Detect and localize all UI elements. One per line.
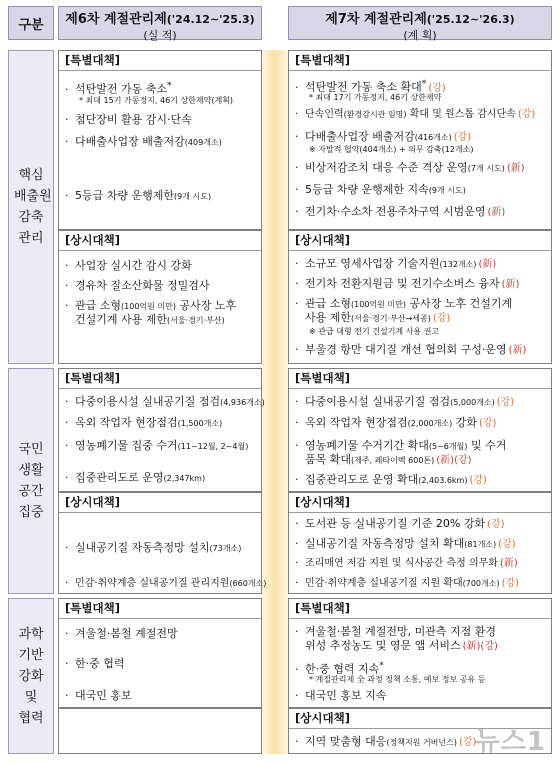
list-item: · 한·중 협력 xyxy=(65,657,125,670)
section-title: [상시대책] xyxy=(289,493,551,513)
row-label-science: 과학 기반 강화 및 협력 xyxy=(8,598,54,754)
header-right xyxy=(288,6,552,40)
left-r2-special xyxy=(58,368,265,492)
list-item: · 관급 소형(100억원 미만) 공사장 노후 건설기계 xyxy=(295,297,513,310)
section-title: [상시대책] xyxy=(289,231,551,251)
right-r1-special xyxy=(288,50,552,230)
list-item: · 석탄발전 가동 축소 확대* (강) xyxy=(295,78,446,94)
list-item: · 집중관리도로 운영 확대(2,403.6km) (강) xyxy=(295,473,487,486)
list-item: · 다중이용시설 실내공기질 점검(4,936개소) xyxy=(65,395,265,408)
row-label-core: 핵심 배출원 감축 관리 xyxy=(8,50,54,364)
list-item: · 집중관리도로 운영(2,347km) xyxy=(65,471,206,484)
left-r2-regular xyxy=(58,492,267,594)
list-item: · 사업장 실시간 감시 강화 xyxy=(65,259,192,272)
section-title: [상시대책] xyxy=(59,231,261,251)
right-r2-regular xyxy=(288,492,552,594)
left-r3-special xyxy=(58,598,262,708)
list-note: * 최대 15기 가동정지, 46기 상한제약(계획) xyxy=(79,96,234,105)
list-item: · 겨울철·봄철 계절전망 xyxy=(65,627,178,640)
list-item: · 조리매연 저감 지원 및 식사공간 측정 의무화 (新) xyxy=(295,558,518,569)
list-item-cont: 사용 제한(서울·경기·부산→세종) (강) xyxy=(305,311,451,324)
right-r3-special xyxy=(288,598,552,708)
list-item: · 다중이용시설 실내공기질 점검(5,000개소) (강) xyxy=(295,395,515,408)
right-title: 제7차 계절관리제('25.12~'26.3) xyxy=(325,12,515,27)
arrow-divider xyxy=(262,50,288,754)
list-item: · 5등급 차량 운행제한(9개 시도) xyxy=(65,189,212,202)
list-item: · 영농폐기물 수거기간 확대(5~6개월) 및 수거 xyxy=(295,439,507,452)
section-title: [상시대책] xyxy=(289,709,551,729)
section-title: [특별대책] xyxy=(289,599,551,619)
list-item: · 겨울철·봄철 계절전망, 미관측 지점 환경 xyxy=(295,625,496,638)
list-item: · 대국민 홍보 xyxy=(65,689,132,702)
list-item: · 지역 맞춤형 대응(정책지원 거버넌스) (강) xyxy=(295,735,477,748)
list-item: · 실내공기질 자동측정망 설치(73개소) xyxy=(65,541,242,554)
list-note: * 최대 17기 가동정지, 46기 상한제약 xyxy=(309,93,442,102)
watermark: 뉴스1 xyxy=(474,727,546,757)
section-title: [특별대책] xyxy=(59,369,261,389)
list-note: * 계절관리제 全 과정 정책 소통, 예보 정보 공유 등 xyxy=(309,675,486,684)
left-r3-empty xyxy=(58,708,262,754)
list-item: · 첨단장비 활용 감시·단속 xyxy=(65,113,192,126)
list-item: · 옥외 작업자 현장점검(2,000개소) 강화 (강) xyxy=(295,416,497,429)
list-note: ※ 관급 대형 전기 건설기계 사용 권고 xyxy=(309,327,440,336)
list-item: · 옥외 작업자 현장점검(1,500개소) xyxy=(65,416,223,429)
left-r1-regular xyxy=(58,230,262,364)
list-item: · 다배출사업장 배출저감(409개소) xyxy=(65,135,222,148)
header-gubun xyxy=(8,6,54,40)
list-item: · 석탄발전 가동 축소* xyxy=(65,80,172,96)
section-title: [상시대책] xyxy=(59,493,261,513)
section-title: [특별대책] xyxy=(289,51,551,71)
header-left xyxy=(58,6,262,40)
list-item: · 실내공기질 자동측정망 설치 확대(81개소) (강) xyxy=(295,537,516,550)
list-item: · 단속인력(환경감시관 임명) 확대 및 원스톱 감시단속 (강) xyxy=(295,109,536,120)
right-r1-regular xyxy=(288,230,552,364)
list-item: · 다배출사업장 배출저감(416개소) (강) xyxy=(295,130,472,143)
list-item: · 대국민 홍보 지속 xyxy=(295,689,387,702)
left-title: 제6차 계절관리제('24.12~'25.3) xyxy=(65,12,255,27)
section-title: [특별대책] xyxy=(289,369,551,389)
list-item: · 비상저감조치 대응 수준 격상 운영(7개 시도) (新) xyxy=(295,161,525,174)
list-item: · 민감·취약계층 실내공기질 지원 확대(700개소) (강) xyxy=(295,578,520,589)
list-item: · 민감·취약계층 실내공기질 관리지원(660개소) xyxy=(65,578,267,589)
list-item: · 경유차 질소산화물 정밀검사 xyxy=(65,279,210,292)
list-item: · 소규모 영세사업장 기술지원(132개소) (新) xyxy=(295,257,497,270)
list-item: · 도서관 등 실내공기질 기준 20% 강화 (강) xyxy=(295,517,505,530)
list-item-cont: 위성 추정농도 및 영문 앱 서비스 (新)(강) xyxy=(305,639,498,652)
list-item-cont: 건설기계 사용 제한(서울·경기·부산) xyxy=(75,313,225,326)
list-item: · 한·중 협력 지속* xyxy=(295,660,384,676)
right-r2-special xyxy=(288,368,552,492)
left-r1-special xyxy=(58,50,262,230)
list-note: ※ 자발적 협약(404개소) + 의무 감축(12개소) xyxy=(309,145,474,154)
left-subtitle: (실 적) xyxy=(143,29,177,42)
list-item: · 5등급 차량 운행제한 지속(9개 시도) xyxy=(295,183,466,196)
list-item-cont: 품목 확대(제주, 페타이벡 600톤) (新)(강) xyxy=(305,453,472,466)
right-subtitle: (계 획) xyxy=(403,29,437,42)
list-item: · 관급 소형(100억원 미만) 공사장 노후 xyxy=(65,299,237,312)
list-item: · 영농폐기물 집중 수거(11~12월, 2~4월) xyxy=(65,439,249,452)
section-title: [특별대책] xyxy=(59,599,261,619)
row-label-living: 국민 생활 공간 집중 xyxy=(8,368,54,594)
list-item: · 전기차·수소차 전용주차구역 시범운영 (新) xyxy=(295,205,506,218)
list-item: · 부울경 항만 대기질 개선 협의회 구성·운영 (新) xyxy=(295,343,527,356)
gubun-label: 구분 xyxy=(18,17,44,33)
section-title: [특별대책] xyxy=(59,51,261,71)
list-item: · 전기차 전환지원금 및 전기수소버스 융자 (新) xyxy=(295,277,520,290)
